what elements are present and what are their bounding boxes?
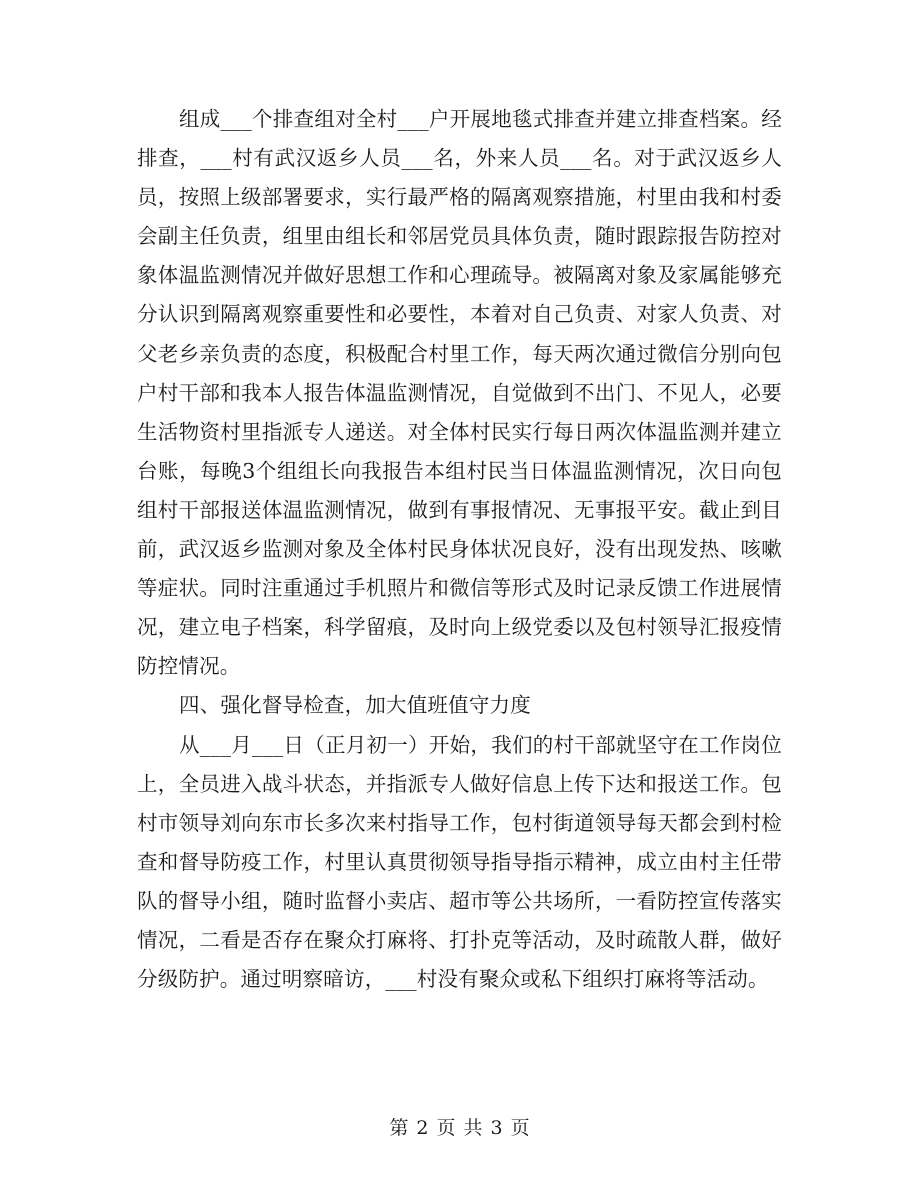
document-body xyxy=(137,100,782,999)
paragraph-1: 组成___个排查组对全村___户开展地毯式排查并建立排查档案。经排查，___村有武汉返乡人员___名，外来人员___名。对于武汉返乡人员，按照上级部署要求，实行最严格的隔离观察措施，村里由我和村委会副主任负责，组里由组长和邻居党员具体负责，随时跟踪报告防控对象体温监测情况并做好思想工作和心理疏导。被隔离对象及家属能够充分认识到隔离观察重要性和必要性，本着对自己负责、对家人负责、对父老乡亲负责的态度，积极配合村里工作，每天两次通过微信分别向包户村干部和我本人报告体温监测情况，自觉做到不出门、不见人，必要生活物资村里指派专人递送。对全体村民实行每日两次体温监测并建立台账，每晚3个组组长向我报告本组村民当日体温监测情况，次日向包组村干部报送体温监测情况，做到有事报情况、无事报平安。截止到目前，武汉返乡监测对象及全体村民身体状况良好，没有出现发热、咳嗽等症状。同时注重通过手机照片和微信等形式及时记录反馈工作进展情况，建立电子档案，科学留痕，及时向上级党委以及包村领导汇报疫情防控情况。 xyxy=(137,107,782,679)
paragraph-2: 从___月___日（正月初一）开始，我们的村干部就坚守在工作岗位上，全员进入战斗状态，并指派专人做好信息上传下达和报送工作。包村市领导刘向东市长多次来村指导工作，包村街道领导每天都会到村检查和督导防疫工作，村里认真贯彻领导指导指示精神，成立由村主任带队的督导小组，随时监督小卖店、超市等公共场所，一看防控宣传落实情况，二看是否存在聚众打麻将、打扑克等活动，及时疏散人群，做好分级防护。通过明察暗访，___村没有聚众或私下组织打麻将等活动。 xyxy=(137,732,782,992)
page-footer: 第 2 页 共 3 页 xyxy=(389,1117,531,1139)
section-heading-4: 四、强化督导检查，加大值班值守力度 xyxy=(179,693,531,718)
